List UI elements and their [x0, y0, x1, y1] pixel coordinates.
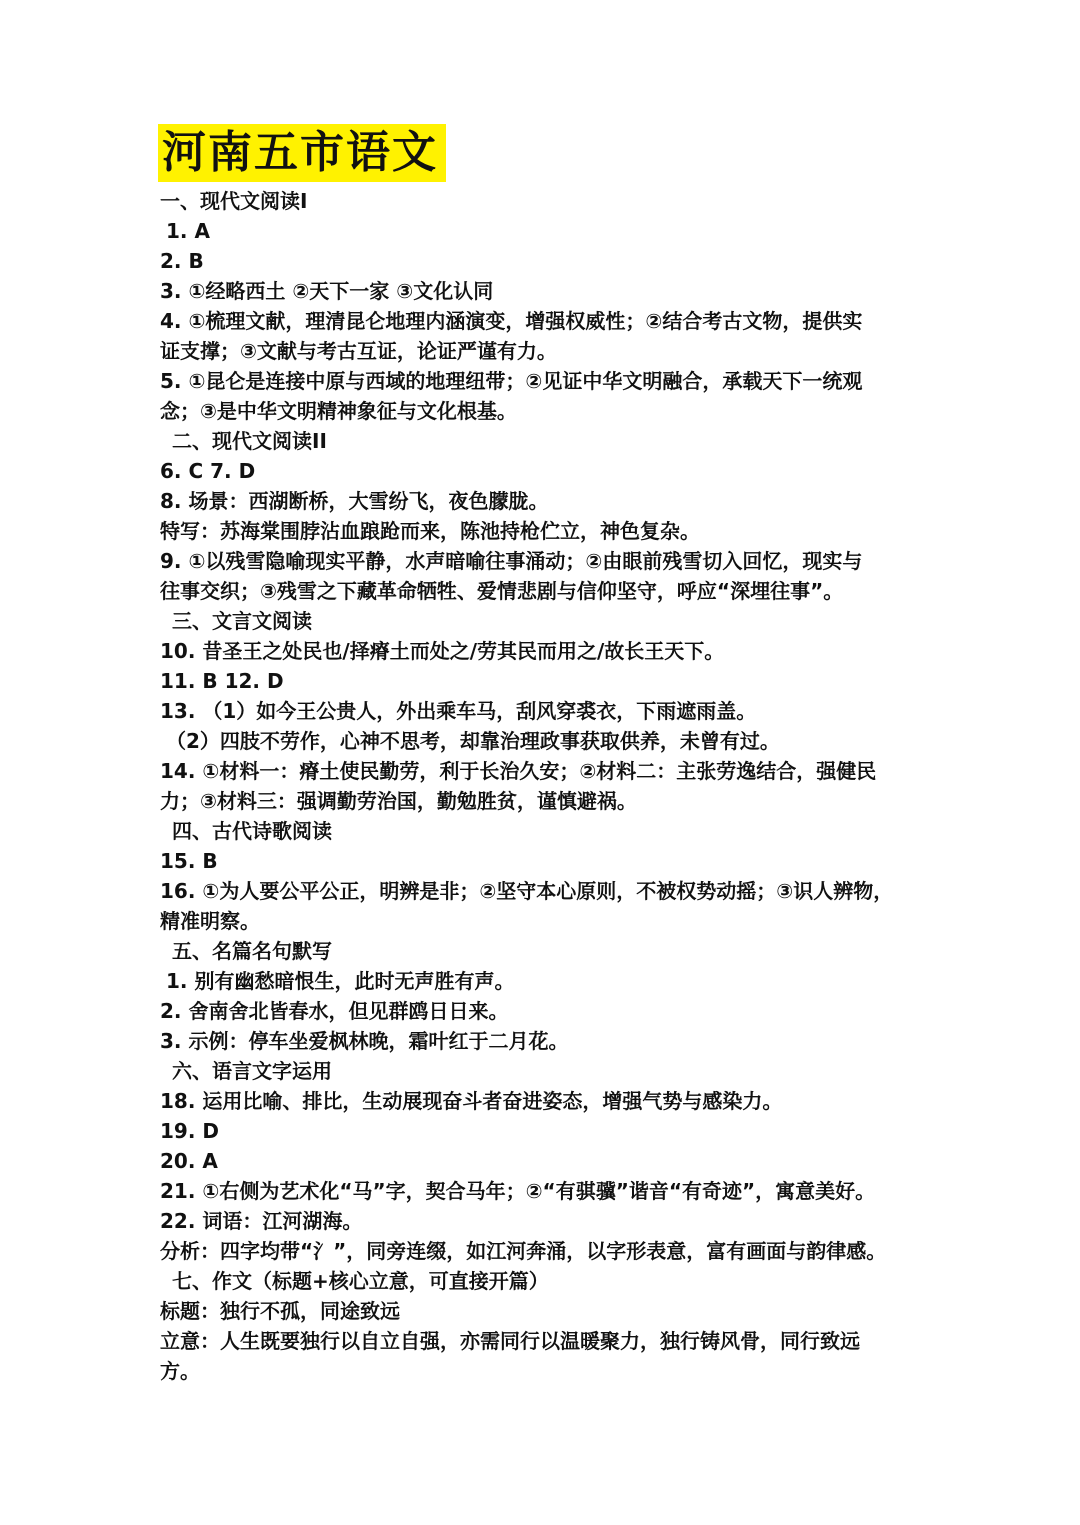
answer-line: 1. A	[166, 219, 210, 243]
answer-line: 一、现代文阅读I	[160, 189, 308, 213]
section-heading: 二、现代文阅读II	[172, 429, 327, 453]
answer-line: （2）四肢不劳作，心神不思考，却靠治理政事获取供养，未曾有过。	[166, 729, 780, 753]
answer-line: 方。	[160, 1359, 200, 1383]
answer-line: 3. ①经略西土 ②天下一家 ③文化认同	[160, 279, 494, 303]
answer-line: 11. B 12. D	[160, 669, 284, 693]
answer-line: 9. ①以残雪隐喻现实平静，水声暗喻往事涌动；②由眼前残雪切入回忆，现实与	[160, 549, 863, 573]
answer-line: 21. ①右侧为艺术化“马”字，契合马年；②“有骐骥”谐音“有奇迹”，寓意美好。	[160, 1179, 876, 1203]
answer-line: 特写：苏海棠围脖沾血踉跄而来，陈池持枪伫立，神色复杂。	[160, 519, 700, 543]
answer-line: 分析：四字均带“氵”，同旁连缀，如江河奔涌，以字形表意，富有画面与韵律感。	[160, 1239, 887, 1263]
answer-line: 往事交织；③残雪之下藏革命牺牲、爱情悲剧与信仰坚守，呼应“深埋往事”。	[160, 579, 844, 603]
answer-line: 20. A	[160, 1149, 218, 1173]
section-heading: 六、语言文字运用	[172, 1059, 332, 1083]
title-highlight	[158, 124, 446, 182]
section-heading: 三、文言文阅读	[172, 609, 312, 633]
answer-line: 6. C 7. D	[160, 459, 256, 483]
answer-line: 力；③材料三：强调勤劳治国，勤勉胜贫，谨慎避祸。	[160, 789, 637, 813]
answer-line: 念；③是中华文明精神象征与文化根基。	[160, 399, 517, 423]
answer-line: 15. B	[160, 849, 218, 873]
answer-line: 16. ①为人要公平公正，明辨是非；②坚守本心原则，不被权势动摇；③识人辨物，	[160, 879, 894, 903]
answer-line: 10. 昔圣王之处民也/择瘠土而处之/劳其民而用之/故长王天下。	[160, 639, 725, 663]
answer-line: 证支撑；③文献与考古互证，论证严谨有力。	[160, 339, 557, 363]
answer-line: 4. ①梳理文献，理清昆仑地理内涵演变，增强权威性；②结合考古文物，提供实	[160, 309, 863, 333]
answer-line: 2. 舍南舍北皆春水，但见群鸥日日来。	[160, 999, 509, 1023]
answer-line: 18. 运用比喻、排比，生动展现奋斗者奋进姿态，增强气势与感染力。	[160, 1089, 783, 1113]
answer-line: 13. （1）如今王公贵人，外出乘车马，刮风穿裘衣，下雨遮雨盖。	[160, 699, 757, 723]
section-heading: 四、古代诗歌阅读	[172, 819, 332, 843]
section-heading: 五、名篇名句默写	[172, 939, 332, 963]
answer-line: 8. 场景：西湖断桥，大雪纷飞，夜色朦胧。	[160, 489, 549, 513]
answer-line: 5. ①昆仑是连接中原与西域的地理纽带；②见证中华文明融合，承载天下一统观	[160, 369, 863, 393]
answer-line: 1. 别有幽愁暗恨生，此时无声胜有声。	[166, 969, 515, 993]
section-heading: 七、作文（标题+核心立意，可直接开篇）	[172, 1269, 549, 1293]
answer-line: 精准明察。	[160, 909, 260, 933]
page-title: 河南五市语文	[162, 127, 438, 178]
answer-line: 2. B	[160, 249, 204, 273]
answer-line: 3. 示例：停车坐爱枫林晚，霜叶红于二月花。	[160, 1029, 569, 1053]
answer-line: 标题：独行不孤，同途致远	[160, 1299, 400, 1323]
answer-line: 立意：人生既要独行以自立自强，亦需同行以温暖聚力，独行铸风骨，同行致远	[160, 1329, 860, 1353]
answer-line: 14. ①材料一：瘠土使民勤劳，利于长治久安；②材料二：主张劳逸结合，强健民	[160, 759, 877, 783]
answer-line: 19. D	[160, 1119, 219, 1143]
answer-line: 22. 词语：江河湖海。	[160, 1209, 363, 1233]
answer-list	[160, 186, 940, 1386]
